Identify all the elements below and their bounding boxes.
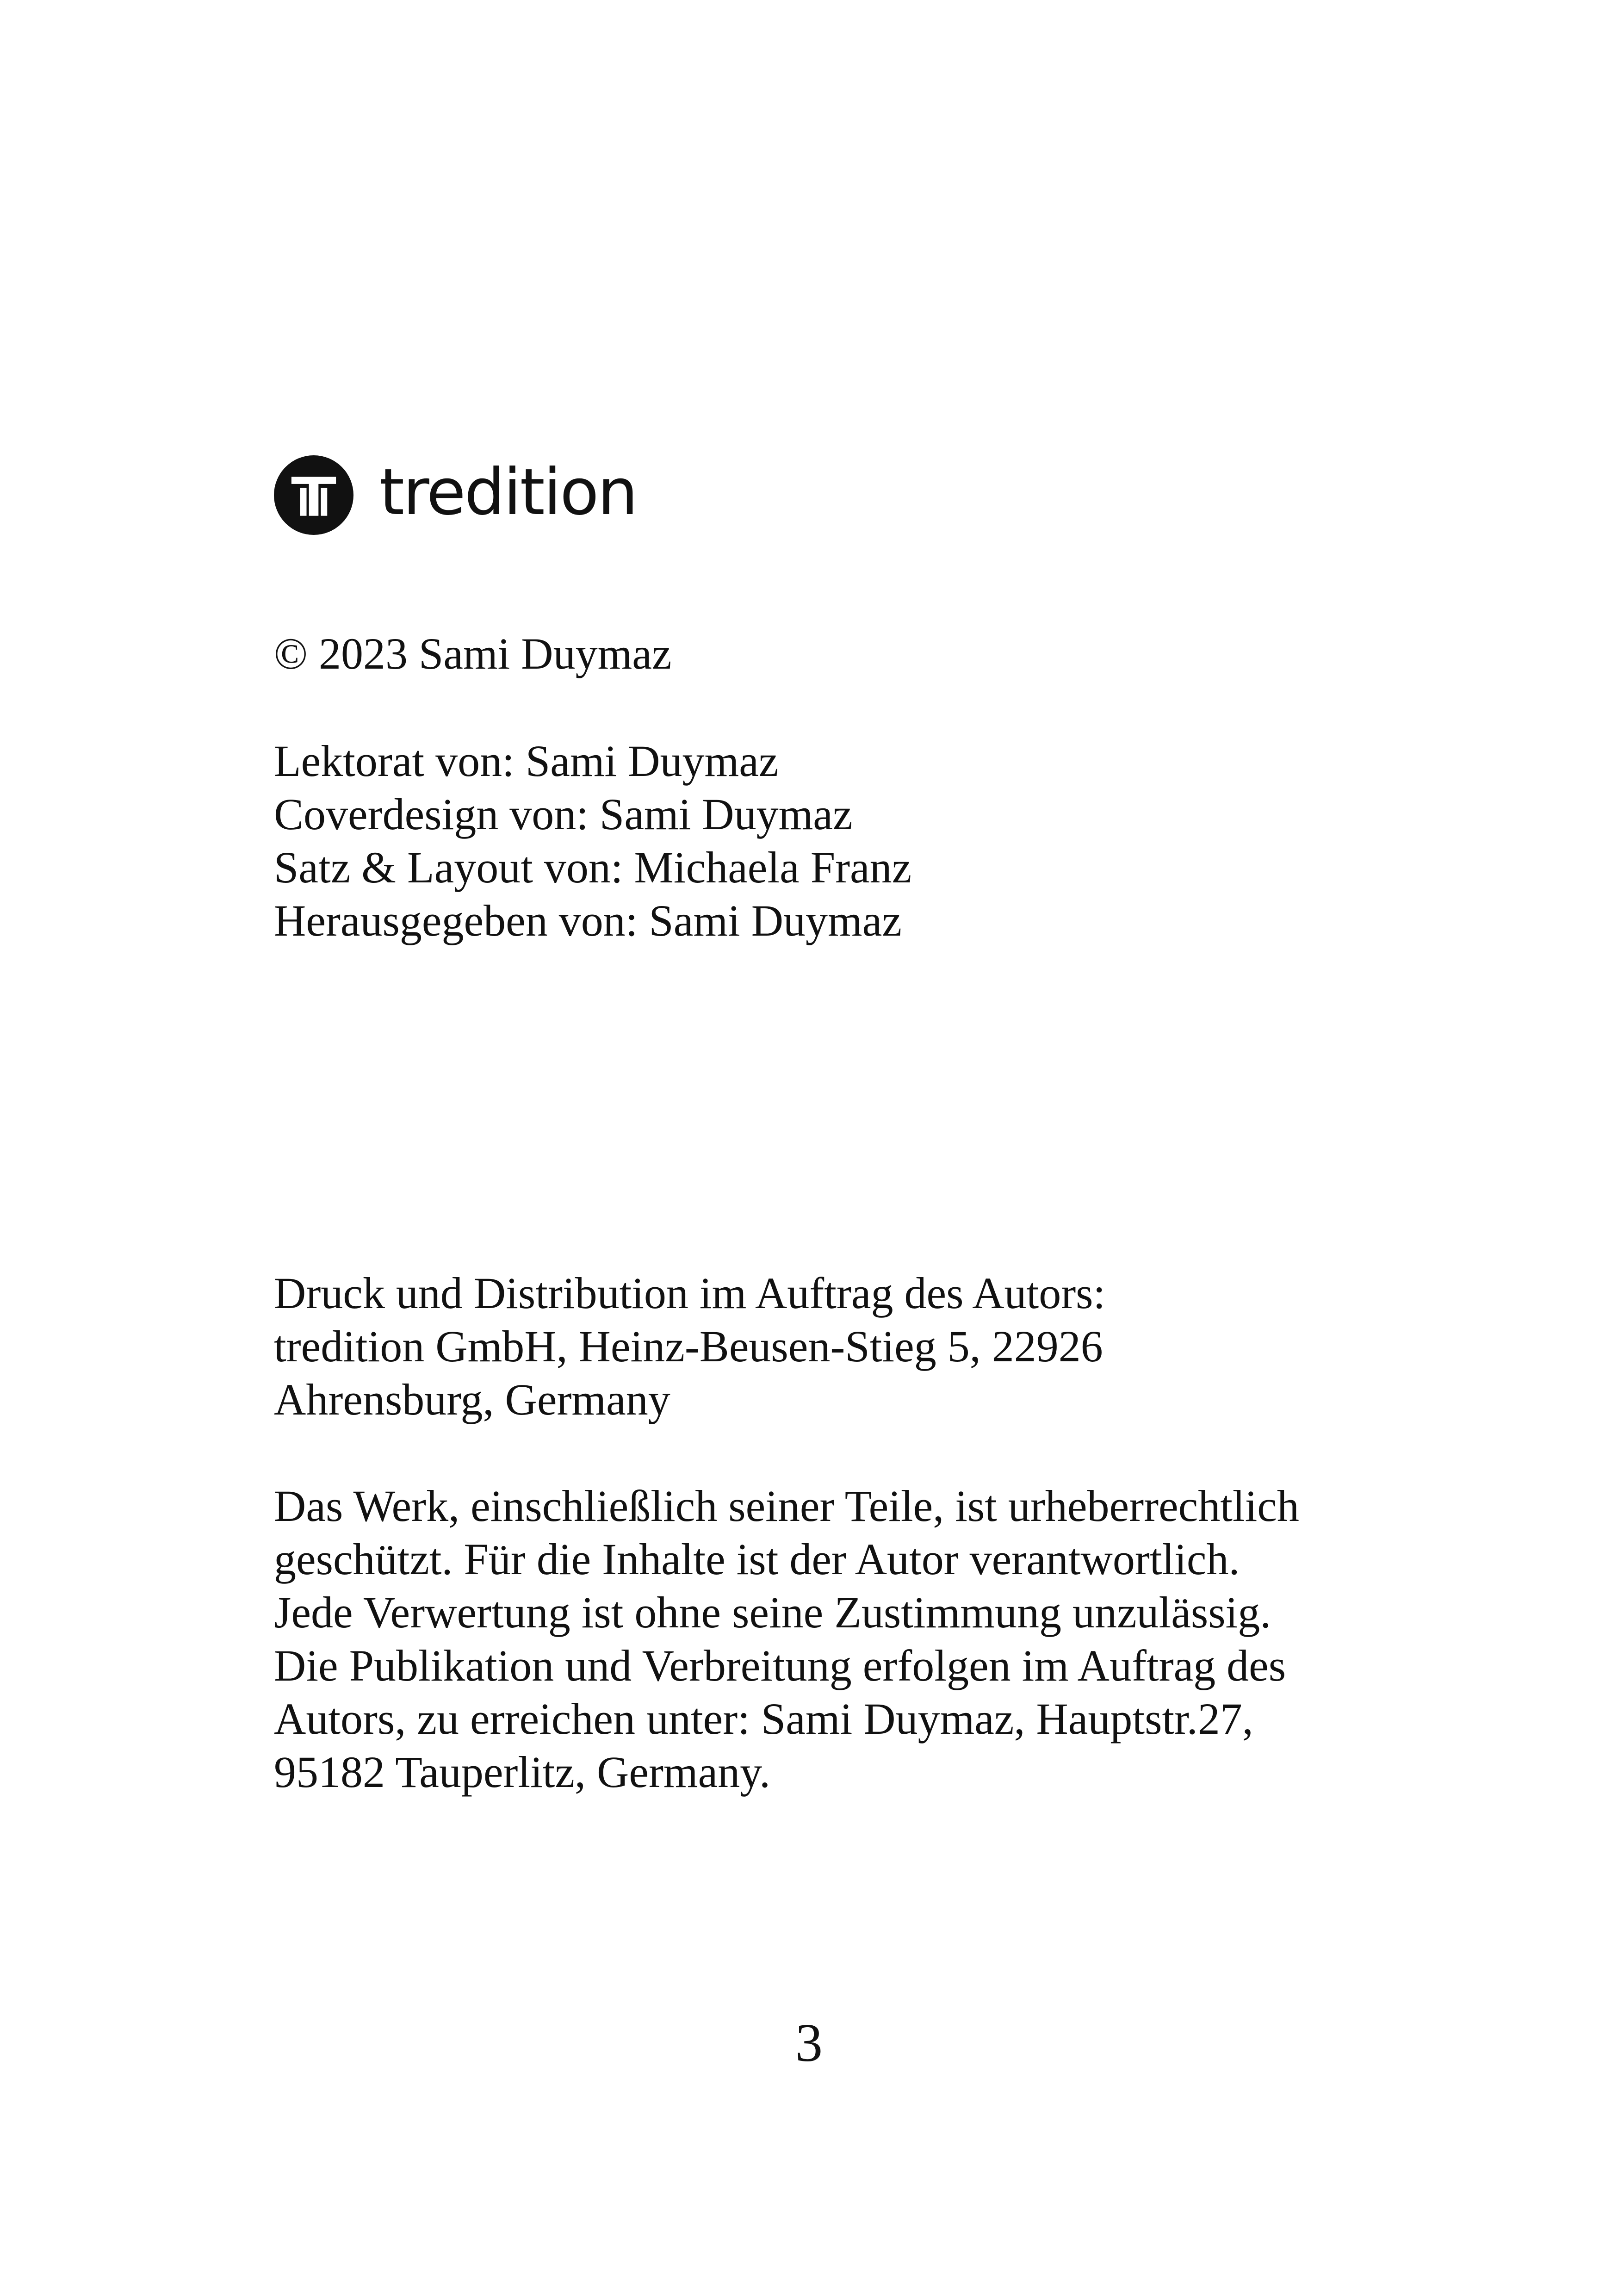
tredition-t-circle-icon	[274, 455, 353, 535]
publisher-logo	[274, 453, 637, 537]
print-line: tredition GmbH, Heinz-Beusen-Stieg 5, 22926	[274, 1322, 1103, 1371]
legal-line: Die Publikation und Verbreitung erfolgen im Auftrag des	[274, 1641, 1286, 1690]
legal-line: Das Werk, einschließlich seiner Teile, ist urheberrechtlich	[274, 1481, 1299, 1531]
credit-publisher: Herausgegeben von: Sami Duymaz	[274, 896, 902, 945]
credit-cover-design: Coverdesign von: Sami Duymaz	[274, 789, 853, 839]
print-line: Druck und Distribution im Auftrag des Autors:	[274, 1268, 1106, 1318]
page-number: 3	[795, 2012, 823, 2073]
print-distribution-block	[274, 1266, 1105, 1426]
legal-line: Autors, zu erreichen unter: Sami Duymaz, Hauptstr.27,	[274, 1694, 1253, 1744]
print-line: Ahrensburg, Germany	[274, 1375, 670, 1424]
credit-editing: Lektorat von: Sami Duymaz	[274, 736, 779, 786]
credit-typesetting: Satz & Layout von: Michaela Franz	[274, 843, 912, 892]
legal-line: geschützt. Für die Inhalte ist der Autor verantwortlich.	[274, 1534, 1240, 1584]
credits-block	[274, 734, 911, 947]
legal-line: 95182 Tauperlitz, Germany.	[274, 1747, 770, 1797]
legal-notice-block	[274, 1479, 1299, 1799]
publisher-name: tredition	[379, 455, 637, 529]
copyright-notice	[274, 627, 672, 680]
legal-line: Jede Verwertung ist ohne seine Zustimmung unzulässig.	[274, 1588, 1271, 1637]
copyright-line: © 2023 Sami Duymaz	[274, 629, 672, 678]
